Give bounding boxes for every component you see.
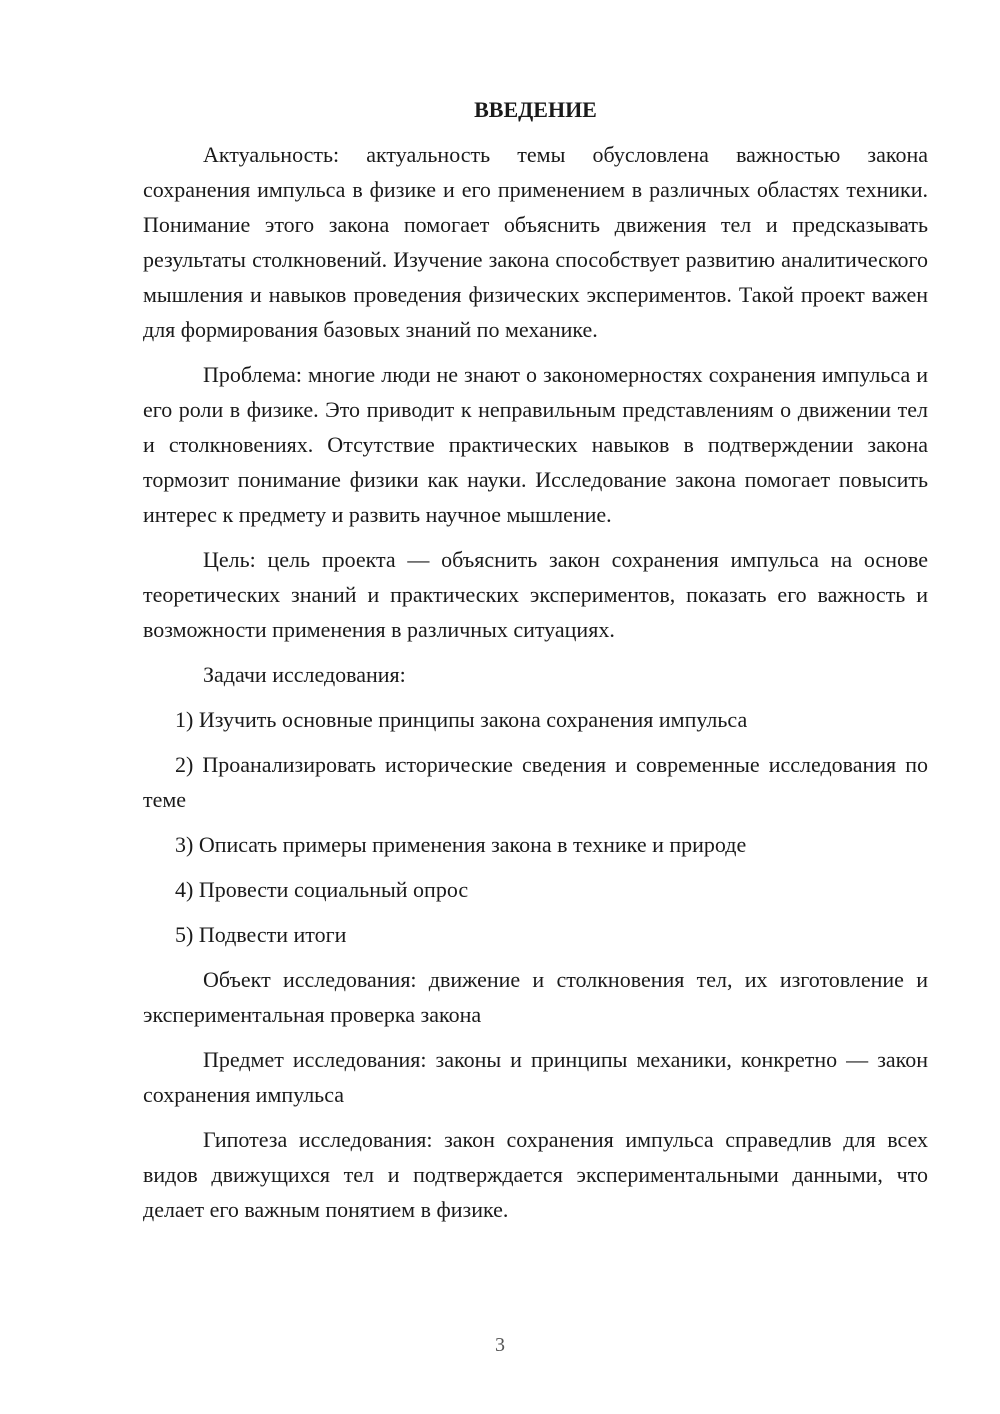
task-item: 5) Подвести итоги: [175, 922, 347, 947]
page-number: 3: [495, 1334, 505, 1356]
paragraph-relevance: Актуальность: актуальность темы обусловлена важностью закона сохранения импульса в физике и его применением в различных областях техники. Понимание этого закона помогает объяснить движения тел и предсказывать результаты столкновений. Изучение закона способствует развитию аналитического мышления и навыков проведения физических экспериментов. Такой проект важен для формирования базовых знаний по механике.: [143, 142, 928, 342]
page-heading: ВВЕДЕНИЕ: [474, 97, 597, 122]
task-item: 4) Провести социальный опрос: [175, 877, 469, 902]
tasks-title: Задачи исследования:: [203, 662, 406, 687]
task-item: 1) Изучить основные принципы закона сохранения импульса: [175, 707, 748, 732]
paragraph-goal: Цель: цель проекта — объяснить закон сохранения импульса на основе теоретических знаний и практических экспериментов, показать его важность и возможности применения в различных ситуациях.: [143, 547, 928, 642]
paragraph-hypothesis: Гипотеза исследования: закон сохранения импульса справедлив для всех видов движущихся тел и подтверждается экспериментальными данными, что делает его важным понятием в физике.: [143, 1127, 928, 1222]
page-content: [143, 95, 928, 1237]
task-item: 3) Описать примеры применения закона в технике и природе: [175, 832, 747, 857]
task-item: 2) Проанализировать исторические сведения и современные исследования по теме: [143, 752, 928, 812]
paragraph-problem: Проблема: многие люди не знают о закономерностях сохранения импульса и его роли в физике. Это приводит к неправильным представлениям о движении тел и столкновениях. Отсутствие практических навыков в подтверждении закона тормозит понимание физики как науки. Исследование закона помогает повысить интерес к предмету и развить научное мышление.: [143, 362, 928, 527]
paragraph-object: Объект исследования: движение и столкновения тел, их изготовление и экспериментальная проверка закона: [143, 967, 928, 1027]
paragraph-subject: Предмет исследования: законы и принципы механики, конкретно — закон сохранения импульса: [143, 1047, 928, 1107]
